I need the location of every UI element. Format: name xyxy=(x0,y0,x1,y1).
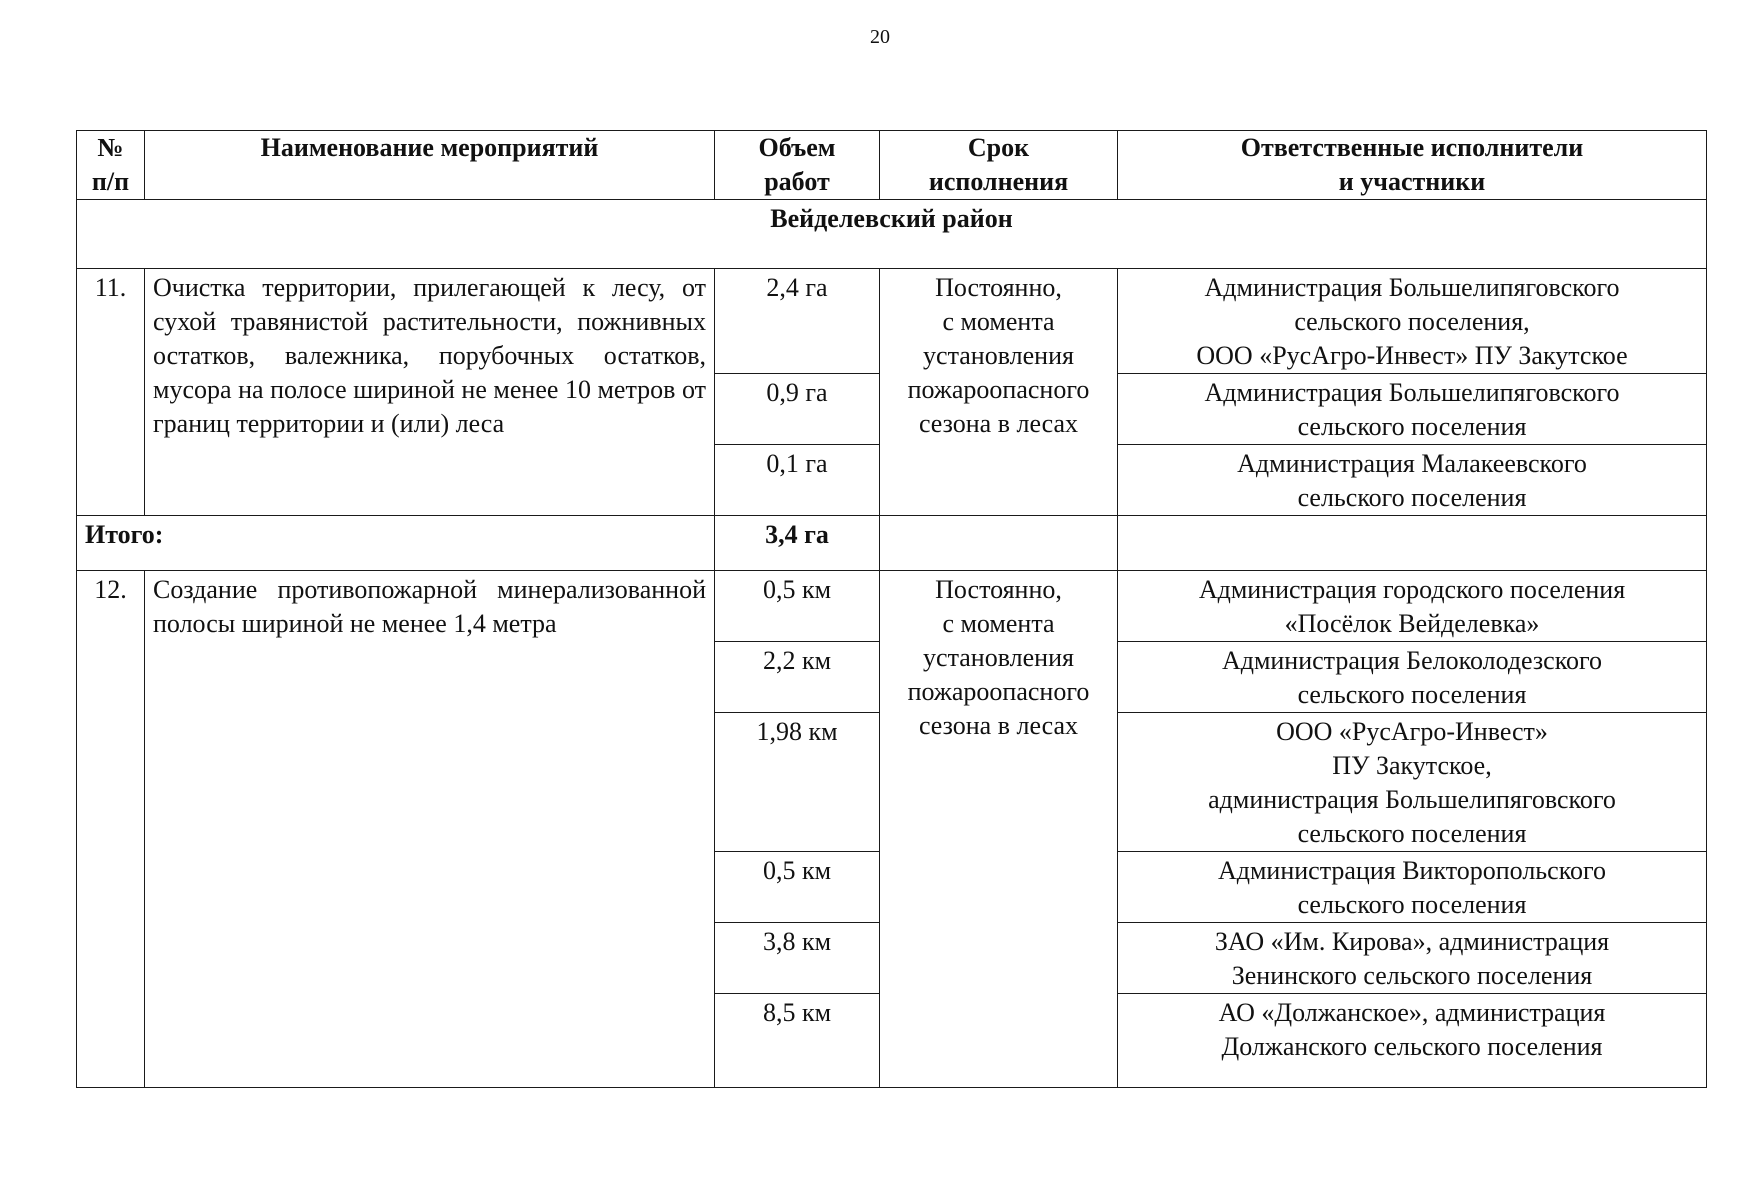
responsible: Администрация Большелипяговского сельского поселения, ООО «РусАгро-Инвест» ПУ Закутское xyxy=(1118,269,1707,374)
table-row xyxy=(77,269,1707,374)
header-measure-name: Наименование мероприятий xyxy=(145,131,715,200)
work-volume: 2,2 км xyxy=(715,642,880,713)
measure-name: Очистка территории, прилегающей к лесу, от сухой травянистой растительности, пожнивных остатков, валежника, порубочных остатков, мусора на полосе шириной не менее 10 метров от границ территории и (или) леса xyxy=(145,269,715,516)
measure-name: Создание противопожарной минерализованной полосы шириной не менее 1,4 метра xyxy=(145,571,715,1088)
deadline: Постоянно, с момента установления пожароопасного сезона в лесах xyxy=(880,269,1118,516)
measures-table xyxy=(76,130,1707,1088)
work-volume: 3,8 км xyxy=(715,923,880,994)
responsible: ООО «РусАгро-Инвест» ПУ Закутское, администрация Большелипяговского сельского поселения xyxy=(1118,713,1707,852)
measures-table-wrapper xyxy=(76,130,1706,1088)
responsible: Администрация городского поселения «Посёлок Вейделевка» xyxy=(1118,571,1707,642)
header-volume: Объем работ xyxy=(715,131,880,200)
total-empty-deadline xyxy=(880,516,1118,571)
work-volume: 0,5 км xyxy=(715,571,880,642)
responsible: Администрация Большелипяговского сельского поселения xyxy=(1118,374,1707,445)
total-volume: 3,4 га xyxy=(715,516,880,571)
responsible: Администрация Викторопольского сельского поселения xyxy=(1118,852,1707,923)
header-deadline: Срок исполнения xyxy=(880,131,1118,200)
deadline: Постоянно, с момента установления пожароопасного сезона в лесах xyxy=(880,571,1118,1088)
total-empty-responsible xyxy=(1118,516,1707,571)
work-volume: 0,1 га xyxy=(715,445,880,516)
work-volume: 0,5 км xyxy=(715,852,880,923)
region-row xyxy=(77,200,1707,269)
total-row xyxy=(77,516,1707,571)
work-volume: 0,9 га xyxy=(715,374,880,445)
total-label: Итого: xyxy=(77,516,715,571)
page-number: 20 xyxy=(870,26,890,48)
responsible: Администрация Малакеевского сельского поселения xyxy=(1118,445,1707,516)
work-volume: 1,98 км xyxy=(715,713,880,852)
work-volume: 8,5 км xyxy=(715,994,880,1088)
responsible: Администрация Белоколодезского сельского поселения xyxy=(1118,642,1707,713)
region-title: Вейделевский район xyxy=(77,200,1707,269)
header-responsible: Ответственные исполнители и участники xyxy=(1118,131,1707,200)
table-header-row xyxy=(77,131,1707,200)
item-number: 11. xyxy=(77,269,145,516)
item-number: 12. xyxy=(77,571,145,1088)
work-volume: 2,4 га xyxy=(715,269,880,374)
responsible: АО «Должанское», администрация Должанского сельского поселения xyxy=(1118,994,1707,1088)
header-number: № п/п xyxy=(77,131,145,200)
responsible: ЗАО «Им. Кирова», администрация Зенинского сельского поселения xyxy=(1118,923,1707,994)
table-row xyxy=(77,571,1707,642)
